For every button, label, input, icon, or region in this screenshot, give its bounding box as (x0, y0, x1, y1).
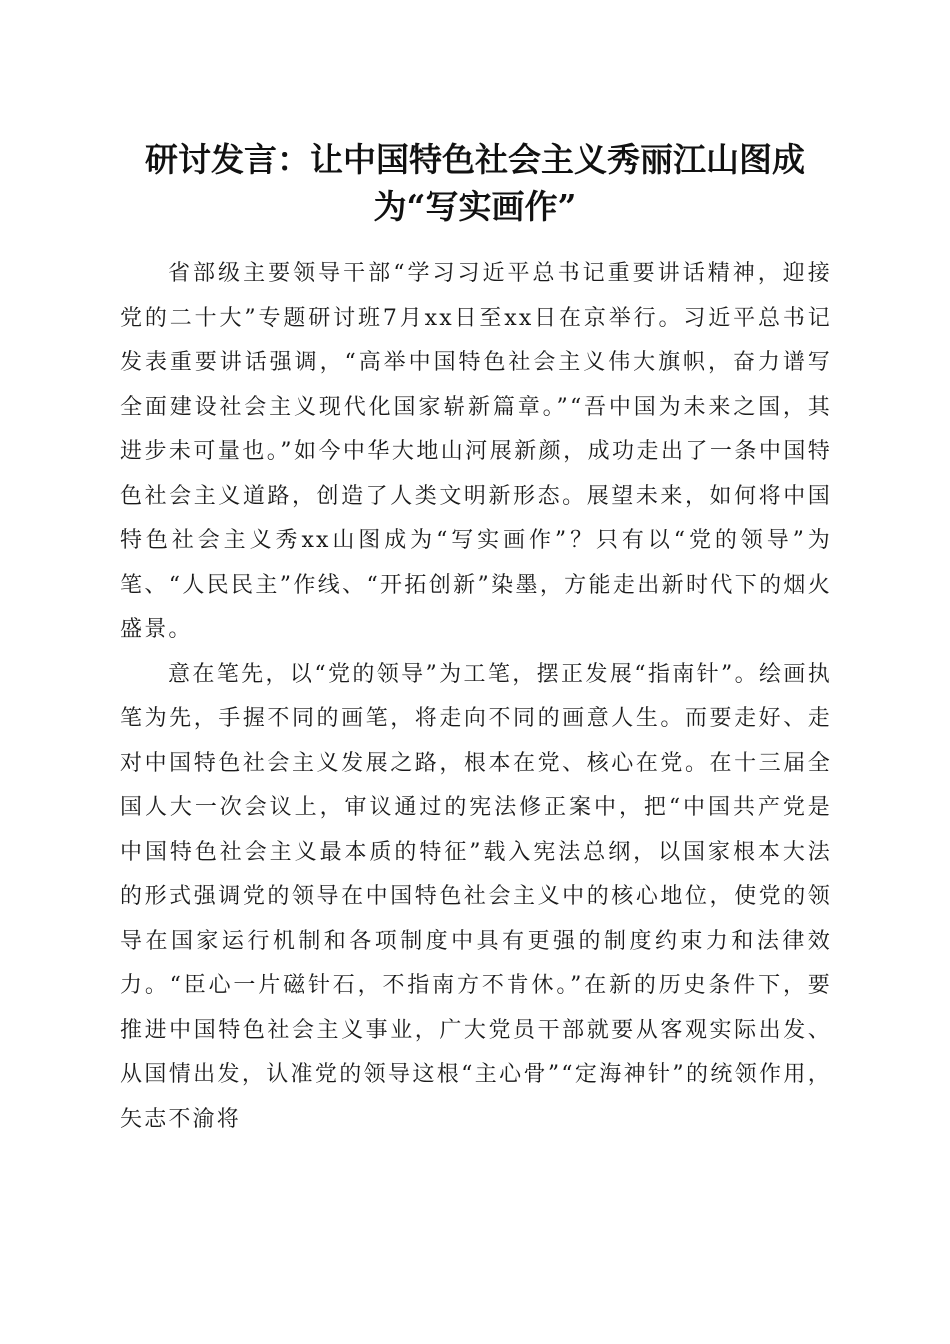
paragraph: 意在笔先，以“党的领导”为工笔，摆正发展“指南针”。绘画执笔为先，手握不同的画笔，将走向不同的画意人生。而要走好、走对中国特色社会主义发展之路，根本在党、核心在党。在十三届全国人大一次会议上，审议通过的宪法修正案中，把“中国共产党是中国特色社会主义最本质的特征”载入宪法总纲，以国家根本大法的形式强调党的领导在中国特色社会主义中的核心地位，使党的领导在国家运行机制和各项制度中具有更强的制度约束力和法律效力。“臣心一片磁针石，不指南方不肯休。”在新的历史条件下，要推进中国特色社会主义事业，广大党员干部就要从客观实际出发、从国情出发，认准党的领导这根“主心骨”“定海神针”的统领作用，矢志不渝将 (120, 661, 832, 1132)
document-title (100, 136, 850, 230)
title-line-2: 为“写实画作” (373, 187, 577, 226)
document-body (120, 252, 832, 1142)
paragraph: 省部级主要领导干部“学习习近平总书记重要讲话精神，迎接党的二十大”专题研讨班7月xx日至xx日在京举行。习近平总书记发表重要讲话强调，“高举中国特色社会主义伟大旗帜，奋力谱写全面建设社会主义现代化国家崭新篇章。”“吾中国为未来之国，其进步未可量也。”如今中华大地山河展新颜，成功走出了一条中国特色社会主义道路，创造了人类文明新形态。展望未来，如何将中国特色社会主义秀xx山图成为“写实画作”？只有以“党的领导”为笔、“人民民主”作线、“开拓创新”染墨，方能走出新时代下的烟火盛景。 (120, 261, 832, 642)
title-line-1: 研讨发言：让中国特色社会主义秀丽江山图成 (145, 140, 805, 179)
